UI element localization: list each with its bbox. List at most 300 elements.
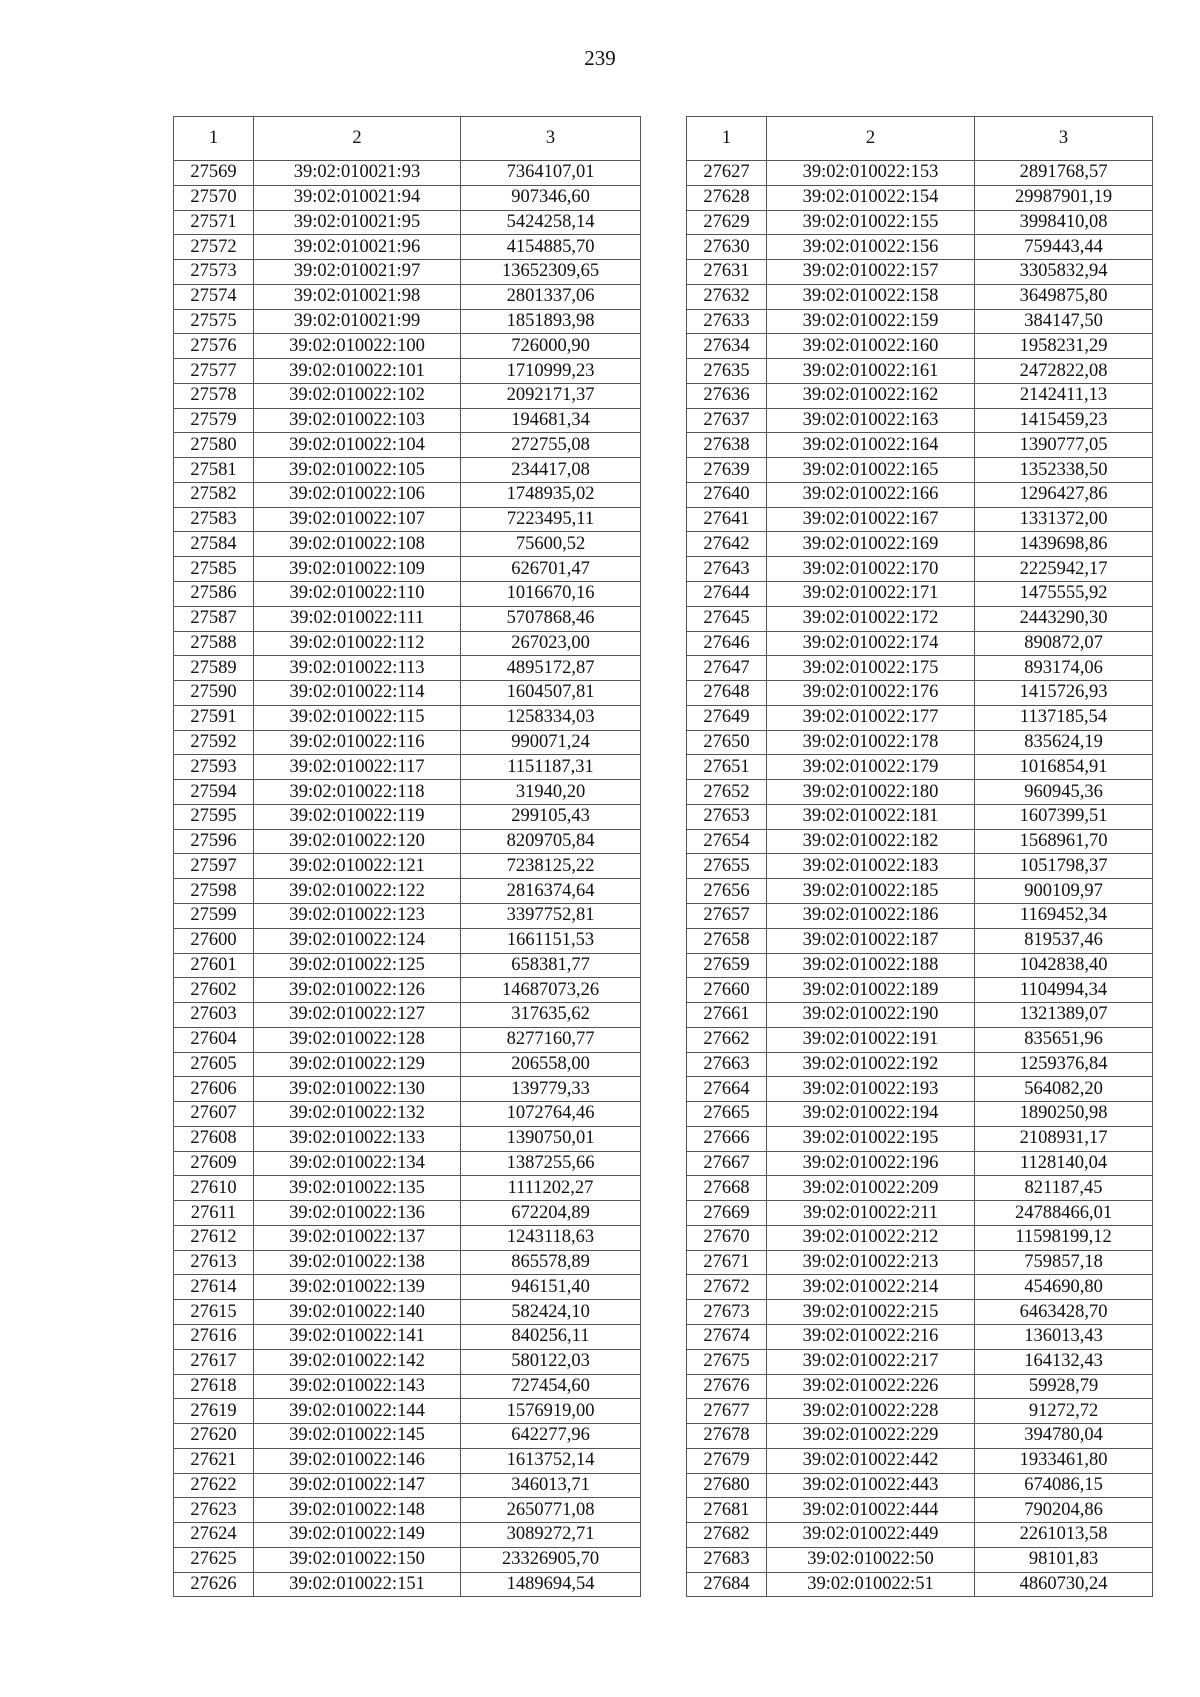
row-number-cell: 27671 [687, 1250, 767, 1275]
value-cell: 1104994,34 [975, 978, 1153, 1003]
row-number-cell: 27668 [687, 1176, 767, 1201]
table-row [687, 309, 1153, 334]
value-cell: 8277160,77 [461, 1027, 641, 1052]
row-number-cell: 27574 [174, 284, 254, 309]
column-header-2: 2 [254, 117, 461, 161]
table-row [174, 458, 641, 483]
row-number-cell: 27572 [174, 235, 254, 260]
cadastral-number-cell: 39:02:010022:129 [254, 1052, 461, 1077]
row-number-cell: 27661 [687, 1003, 767, 1028]
value-cell: 840256,11 [461, 1324, 641, 1349]
table-row [687, 879, 1153, 904]
cadastral-number-cell: 39:02:010022:137 [254, 1225, 461, 1250]
value-cell: 164132,43 [975, 1349, 1153, 1374]
table-row [174, 656, 641, 681]
cadastral-number-cell: 39:02:010022:216 [767, 1324, 975, 1349]
value-cell: 7238125,22 [461, 854, 641, 879]
cadastral-number-cell: 39:02:010022:127 [254, 1003, 461, 1028]
value-cell: 582424,10 [461, 1300, 641, 1325]
value-cell: 1439698,86 [975, 532, 1153, 557]
value-cell: 394780,04 [975, 1424, 1153, 1449]
value-cell: 2142411,13 [975, 383, 1153, 408]
table-row [174, 1176, 641, 1201]
row-number-cell: 27589 [174, 656, 254, 681]
cadastral-number-cell: 39:02:010022:155 [767, 210, 975, 235]
table-row [687, 1102, 1153, 1127]
row-number-cell: 27677 [687, 1399, 767, 1424]
table-row [174, 1448, 641, 1473]
cadastral-number-cell: 39:02:010021:95 [254, 210, 461, 235]
row-number-cell: 27678 [687, 1424, 767, 1449]
cadastral-number-cell: 39:02:010022:443 [767, 1473, 975, 1498]
value-cell: 759443,44 [975, 235, 1153, 260]
table-row [687, 1201, 1153, 1226]
value-cell: 1489694,54 [461, 1572, 641, 1597]
value-cell: 1576919,00 [461, 1399, 641, 1424]
table-row [687, 755, 1153, 780]
value-cell: 3998410,08 [975, 210, 1153, 235]
cadastral-number-cell: 39:02:010022:190 [767, 1003, 975, 1028]
value-cell: 1169452,34 [975, 903, 1153, 928]
row-number-cell: 27643 [687, 557, 767, 582]
value-cell: 267023,00 [461, 631, 641, 656]
table-row [174, 260, 641, 285]
row-number-cell: 27628 [687, 185, 767, 210]
table-row [174, 1102, 641, 1127]
row-number-cell: 27573 [174, 260, 254, 285]
value-cell: 626701,47 [461, 557, 641, 582]
table-row [174, 1300, 641, 1325]
row-number-cell: 27604 [174, 1027, 254, 1052]
value-cell: 3397752,81 [461, 903, 641, 928]
value-cell: 194681,34 [461, 408, 641, 433]
cadastral-number-cell: 39:02:010022:176 [767, 681, 975, 706]
cadastral-number-cell: 39:02:010022:50 [767, 1547, 975, 1572]
cadastral-number-cell: 39:02:010022:112 [254, 631, 461, 656]
table-row [174, 309, 641, 334]
table-row [687, 235, 1153, 260]
value-cell: 564082,20 [975, 1077, 1153, 1102]
row-number-cell: 27683 [687, 1547, 767, 1572]
row-number-cell: 27684 [687, 1572, 767, 1597]
row-number-cell: 27581 [174, 458, 254, 483]
table-row [687, 507, 1153, 532]
cadastral-number-cell: 39:02:010022:166 [767, 482, 975, 507]
left-table [173, 116, 641, 1597]
value-cell: 674086,15 [975, 1473, 1153, 1498]
row-number-cell: 27607 [174, 1102, 254, 1127]
cadastral-number-cell: 39:02:010022:174 [767, 631, 975, 656]
table-row [174, 953, 641, 978]
value-cell: 1296427,86 [975, 482, 1153, 507]
value-cell: 1137185,54 [975, 705, 1153, 730]
row-number-cell: 27672 [687, 1275, 767, 1300]
table-row [687, 1473, 1153, 1498]
table-row [687, 953, 1153, 978]
table-row [174, 1399, 641, 1424]
row-number-cell: 27673 [687, 1300, 767, 1325]
table-row [687, 210, 1153, 235]
table-row [174, 1003, 641, 1028]
value-cell: 790204,86 [975, 1498, 1153, 1523]
value-cell: 1890250,98 [975, 1102, 1153, 1127]
cadastral-number-cell: 39:02:010022:178 [767, 730, 975, 755]
table-row [687, 557, 1153, 582]
value-cell: 4860730,24 [975, 1572, 1153, 1597]
value-cell: 1475555,92 [975, 582, 1153, 607]
table-row [687, 1027, 1153, 1052]
row-number-cell: 27570 [174, 185, 254, 210]
cadastral-number-cell: 39:02:010022:163 [767, 408, 975, 433]
table-row [687, 829, 1153, 854]
table-row [687, 260, 1153, 285]
table-row [687, 1225, 1153, 1250]
cadastral-number-cell: 39:02:010022:193 [767, 1077, 975, 1102]
row-number-cell: 27578 [174, 383, 254, 408]
row-number-cell: 27606 [174, 1077, 254, 1102]
table-row [687, 383, 1153, 408]
table-row [687, 656, 1153, 681]
cadastral-number-cell: 39:02:010022:130 [254, 1077, 461, 1102]
row-number-cell: 27648 [687, 681, 767, 706]
table-row [687, 1498, 1153, 1523]
table-row [174, 681, 641, 706]
cadastral-number-cell: 39:02:010022:177 [767, 705, 975, 730]
cadastral-number-cell: 39:02:010022:161 [767, 359, 975, 384]
row-number-cell: 27639 [687, 458, 767, 483]
row-number-cell: 27679 [687, 1448, 767, 1473]
value-cell: 672204,89 [461, 1201, 641, 1226]
table-row [174, 1498, 641, 1523]
table-row [687, 433, 1153, 458]
table-row [174, 1077, 641, 1102]
row-number-cell: 27591 [174, 705, 254, 730]
table-row [687, 1349, 1153, 1374]
cadastral-number-cell: 39:02:010022:172 [767, 606, 975, 631]
value-cell: 24788466,01 [975, 1201, 1153, 1226]
value-cell: 7364107,01 [461, 161, 641, 186]
value-cell: 23326905,70 [461, 1547, 641, 1572]
value-cell: 1415459,23 [975, 408, 1153, 433]
row-number-cell: 27614 [174, 1275, 254, 1300]
row-number-cell: 27680 [687, 1473, 767, 1498]
table-row [687, 978, 1153, 1003]
row-number-cell: 27645 [687, 606, 767, 631]
row-number-cell: 27635 [687, 359, 767, 384]
value-cell: 2891768,57 [975, 161, 1153, 186]
row-number-cell: 27583 [174, 507, 254, 532]
table-row [174, 1225, 641, 1250]
value-cell: 893174,06 [975, 656, 1153, 681]
row-number-cell: 27667 [687, 1151, 767, 1176]
cadastral-number-cell: 39:02:010022:213 [767, 1250, 975, 1275]
cadastral-number-cell: 39:02:010022:191 [767, 1027, 975, 1052]
row-number-cell: 27640 [687, 482, 767, 507]
cadastral-number-cell: 39:02:010022:229 [767, 1424, 975, 1449]
cadastral-number-cell: 39:02:010022:115 [254, 705, 461, 730]
value-cell: 1259376,84 [975, 1052, 1153, 1077]
value-cell: 1415726,93 [975, 681, 1153, 706]
value-cell: 1387255,66 [461, 1151, 641, 1176]
value-cell: 2472822,08 [975, 359, 1153, 384]
table-row [687, 1374, 1153, 1399]
row-number-cell: 27617 [174, 1349, 254, 1374]
table-row [687, 631, 1153, 656]
value-cell: 1128140,04 [975, 1151, 1153, 1176]
value-cell: 1661151,53 [461, 928, 641, 953]
cadastral-number-cell: 39:02:010022:128 [254, 1027, 461, 1052]
cadastral-number-cell: 39:02:010022:444 [767, 1498, 975, 1523]
value-cell: 2816374,64 [461, 879, 641, 904]
cadastral-number-cell: 39:02:010022:106 [254, 482, 461, 507]
cadastral-number-cell: 39:02:010022:100 [254, 334, 461, 359]
table-row [174, 606, 641, 631]
row-number-cell: 27624 [174, 1523, 254, 1548]
cadastral-number-cell: 39:02:010022:217 [767, 1349, 975, 1374]
cadastral-number-cell: 39:02:010022:171 [767, 582, 975, 607]
value-cell: 990071,24 [461, 730, 641, 755]
cadastral-number-cell: 39:02:010022:180 [767, 780, 975, 805]
table-row [687, 1176, 1153, 1201]
value-cell: 960945,36 [975, 780, 1153, 805]
cadastral-number-cell: 39:02:010021:97 [254, 260, 461, 285]
right-table-body [687, 161, 1153, 1597]
value-cell: 1710999,23 [461, 359, 641, 384]
table-row [174, 408, 641, 433]
row-number-cell: 27593 [174, 755, 254, 780]
row-number-cell: 27602 [174, 978, 254, 1003]
table-row [687, 532, 1153, 557]
cadastral-number-cell: 39:02:010022:144 [254, 1399, 461, 1424]
cadastral-number-cell: 39:02:010022:138 [254, 1250, 461, 1275]
value-cell: 1243118,63 [461, 1225, 641, 1250]
row-number-cell: 27666 [687, 1126, 767, 1151]
row-number-cell: 27612 [174, 1225, 254, 1250]
cadastral-number-cell: 39:02:010022:136 [254, 1201, 461, 1226]
row-number-cell: 27658 [687, 928, 767, 953]
value-cell: 1958231,29 [975, 334, 1153, 359]
table-row [174, 903, 641, 928]
row-number-cell: 27595 [174, 804, 254, 829]
row-number-cell: 27576 [174, 334, 254, 359]
cadastral-number-cell: 39:02:010022:214 [767, 1275, 975, 1300]
value-cell: 1111202,27 [461, 1176, 641, 1201]
cadastral-number-cell: 39:02:010022:145 [254, 1424, 461, 1449]
row-number-cell: 27569 [174, 161, 254, 186]
cadastral-number-cell: 39:02:010021:98 [254, 284, 461, 309]
row-number-cell: 27665 [687, 1102, 767, 1127]
row-number-cell: 27577 [174, 359, 254, 384]
row-number-cell: 27625 [174, 1547, 254, 1572]
row-number-cell: 27681 [687, 1498, 767, 1523]
row-number-cell: 27634 [687, 334, 767, 359]
table-row [174, 1349, 641, 1374]
value-cell: 31940,20 [461, 780, 641, 805]
row-number-cell: 27610 [174, 1176, 254, 1201]
table-row [174, 879, 641, 904]
cadastral-number-cell: 39:02:010022:133 [254, 1126, 461, 1151]
value-cell: 1748935,02 [461, 482, 641, 507]
cadastral-number-cell: 39:02:010022:101 [254, 359, 461, 384]
cadastral-number-cell: 39:02:010021:99 [254, 309, 461, 334]
value-cell: 6463428,70 [975, 1300, 1153, 1325]
row-number-cell: 27662 [687, 1027, 767, 1052]
table-row [174, 1275, 641, 1300]
value-cell: 890872,07 [975, 631, 1153, 656]
cadastral-number-cell: 39:02:010022:103 [254, 408, 461, 433]
value-cell: 3649875,80 [975, 284, 1153, 309]
value-cell: 384147,50 [975, 309, 1153, 334]
table-header-row [687, 117, 1153, 161]
cadastral-number-cell: 39:02:010021:96 [254, 235, 461, 260]
cadastral-number-cell: 39:02:010022:125 [254, 953, 461, 978]
cadastral-number-cell: 39:02:010022:226 [767, 1374, 975, 1399]
value-cell: 835624,19 [975, 730, 1153, 755]
table-row [174, 631, 641, 656]
cadastral-number-cell: 39:02:010022:150 [254, 1547, 461, 1572]
value-cell: 1051798,37 [975, 854, 1153, 879]
table-row [174, 1374, 641, 1399]
value-cell: 1258334,03 [461, 705, 641, 730]
value-cell: 139779,33 [461, 1077, 641, 1102]
value-cell: 1604507,81 [461, 681, 641, 706]
row-number-cell: 27592 [174, 730, 254, 755]
table-row [174, 185, 641, 210]
value-cell: 11598199,12 [975, 1225, 1153, 1250]
table-row [687, 854, 1153, 879]
table-row [174, 804, 641, 829]
cadastral-number-cell: 39:02:010022:111 [254, 606, 461, 631]
value-cell: 1390750,01 [461, 1126, 641, 1151]
row-number-cell: 27642 [687, 532, 767, 557]
cadastral-number-cell: 39:02:010022:124 [254, 928, 461, 953]
row-number-cell: 27644 [687, 582, 767, 607]
cadastral-number-cell: 39:02:010022:160 [767, 334, 975, 359]
table-row [174, 1151, 641, 1176]
row-number-cell: 27600 [174, 928, 254, 953]
table-row [687, 359, 1153, 384]
cadastral-number-cell: 39:02:010022:165 [767, 458, 975, 483]
value-cell: 819537,46 [975, 928, 1153, 953]
row-number-cell: 27584 [174, 532, 254, 557]
cadastral-number-cell: 39:02:010022:119 [254, 804, 461, 829]
cadastral-number-cell: 39:02:010022:167 [767, 507, 975, 532]
table-row [687, 1424, 1153, 1449]
row-number-cell: 27608 [174, 1126, 254, 1151]
column-header-1: 1 [687, 117, 767, 161]
left-table-body [174, 161, 641, 1597]
column-header-2: 2 [767, 117, 975, 161]
row-number-cell: 27622 [174, 1473, 254, 1498]
value-cell: 2801337,06 [461, 284, 641, 309]
row-number-cell: 27651 [687, 755, 767, 780]
row-number-cell: 27618 [174, 1374, 254, 1399]
cadastral-number-cell: 39:02:010022:114 [254, 681, 461, 706]
value-cell: 1390777,05 [975, 433, 1153, 458]
column-header-1: 1 [174, 117, 254, 161]
column-header-3: 3 [975, 117, 1153, 161]
cadastral-number-cell: 39:02:010022:107 [254, 507, 461, 532]
value-cell: 835651,96 [975, 1027, 1153, 1052]
row-number-cell: 27664 [687, 1077, 767, 1102]
value-cell: 1851893,98 [461, 309, 641, 334]
value-cell: 136013,43 [975, 1324, 1153, 1349]
table-row [687, 1126, 1153, 1151]
table-row [174, 284, 641, 309]
table-row [687, 1077, 1153, 1102]
cadastral-number-cell: 39:02:010022:110 [254, 582, 461, 607]
row-number-cell: 27656 [687, 879, 767, 904]
table-row [174, 1201, 641, 1226]
cadastral-number-cell: 39:02:010022:102 [254, 383, 461, 408]
cadastral-number-cell: 39:02:010022:195 [767, 1126, 975, 1151]
cadastral-number-cell: 39:02:010022:141 [254, 1324, 461, 1349]
table-row [687, 1250, 1153, 1275]
row-number-cell: 27599 [174, 903, 254, 928]
row-number-cell: 27619 [174, 1399, 254, 1424]
value-cell: 346013,71 [461, 1473, 641, 1498]
value-cell: 5424258,14 [461, 210, 641, 235]
row-number-cell: 27580 [174, 433, 254, 458]
row-number-cell: 27657 [687, 903, 767, 928]
table-row [174, 1424, 641, 1449]
table-row [174, 1126, 641, 1151]
value-cell: 14687073,26 [461, 978, 641, 1003]
table-row [174, 1052, 641, 1077]
cadastral-number-cell: 39:02:010022:157 [767, 260, 975, 285]
row-number-cell: 27586 [174, 582, 254, 607]
cadastral-number-cell: 39:02:010022:146 [254, 1448, 461, 1473]
value-cell: 865578,89 [461, 1250, 641, 1275]
row-number-cell: 27601 [174, 953, 254, 978]
value-cell: 1016854,91 [975, 755, 1153, 780]
cadastral-number-cell: 39:02:010022:189 [767, 978, 975, 1003]
column-header-3: 3 [461, 117, 641, 161]
cadastral-number-cell: 39:02:010022:151 [254, 1572, 461, 1597]
value-cell: 75600,52 [461, 532, 641, 557]
table-row [687, 482, 1153, 507]
row-number-cell: 27647 [687, 656, 767, 681]
row-number-cell: 27588 [174, 631, 254, 656]
row-number-cell: 27641 [687, 507, 767, 532]
cadastral-number-cell: 39:02:010022:142 [254, 1349, 461, 1374]
row-number-cell: 27649 [687, 705, 767, 730]
row-number-cell: 27675 [687, 1349, 767, 1374]
value-cell: 1072764,46 [461, 1102, 641, 1127]
row-number-cell: 27630 [687, 235, 767, 260]
row-number-cell: 27682 [687, 1523, 767, 1548]
value-cell: 29987901,19 [975, 185, 1153, 210]
value-cell: 1613752,14 [461, 1448, 641, 1473]
cadastral-number-cell: 39:02:010022:188 [767, 953, 975, 978]
cadastral-number-cell: 39:02:010022:209 [767, 1176, 975, 1201]
cadastral-number-cell: 39:02:010022:164 [767, 433, 975, 458]
row-number-cell: 27670 [687, 1225, 767, 1250]
cadastral-number-cell: 39:02:010022:134 [254, 1151, 461, 1176]
table-row [687, 1324, 1153, 1349]
cadastral-number-cell: 39:02:010021:93 [254, 161, 461, 186]
table-row [174, 210, 641, 235]
row-number-cell: 27627 [687, 161, 767, 186]
row-number-cell: 27575 [174, 309, 254, 334]
cadastral-number-cell: 39:02:010022:170 [767, 557, 975, 582]
table-row [687, 458, 1153, 483]
row-number-cell: 27597 [174, 854, 254, 879]
table-row [174, 730, 641, 755]
cadastral-number-cell: 39:02:010022:135 [254, 1176, 461, 1201]
row-number-cell: 27620 [174, 1424, 254, 1449]
table-row [687, 1448, 1153, 1473]
